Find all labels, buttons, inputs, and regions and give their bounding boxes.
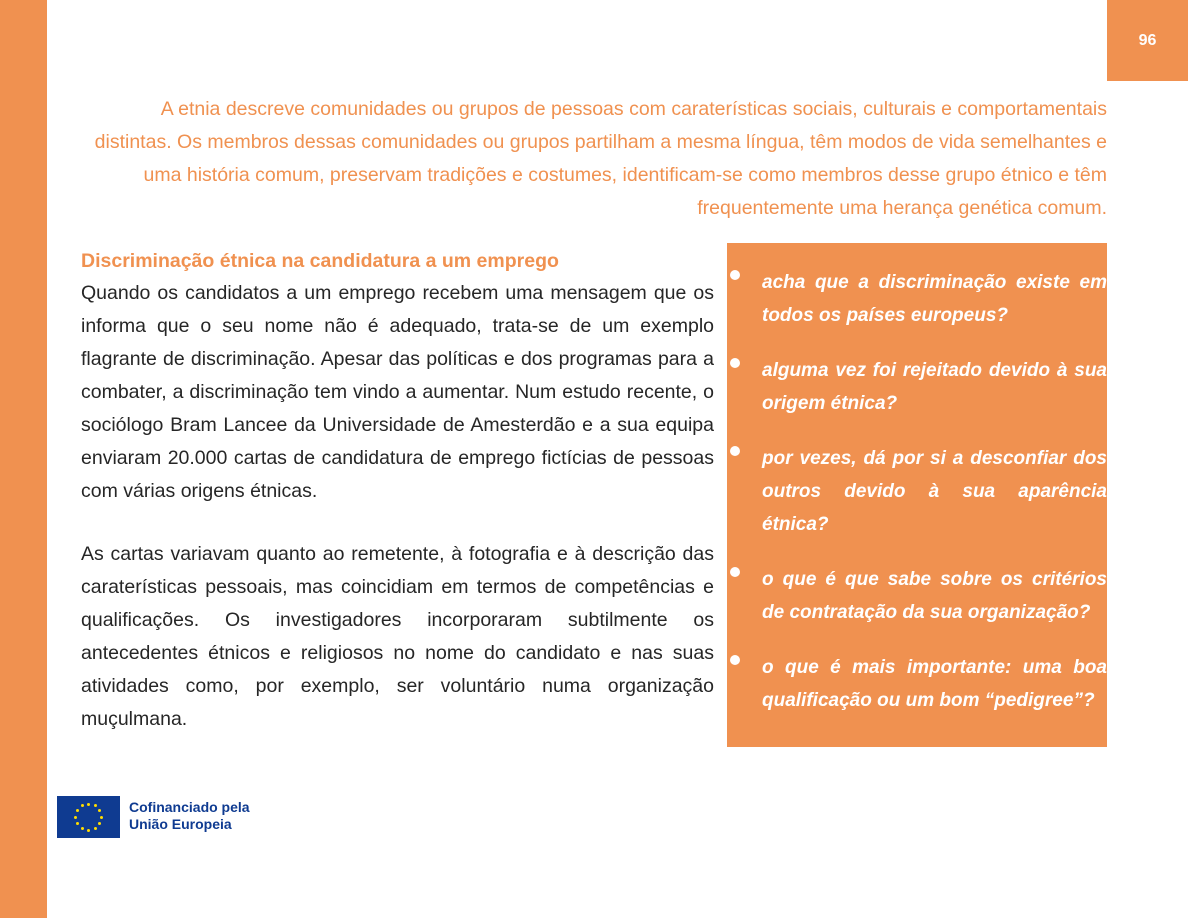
bullet-icon xyxy=(730,655,740,665)
question-text: acha que a discriminação existe em todos os países europeus? xyxy=(762,272,1107,326)
eu-star-icon xyxy=(81,827,84,830)
page-number: 96 xyxy=(1107,0,1188,81)
eu-star-icon xyxy=(76,809,79,812)
eu-star-icon xyxy=(87,803,90,806)
eu-star-icon xyxy=(98,822,101,825)
eu-label-line-1: Cofinanciado pela xyxy=(129,799,250,815)
question-text: o que é que sabe sobre os critérios de contratação da sua organização? xyxy=(762,569,1107,623)
bullet-icon xyxy=(730,446,740,456)
eu-flag-icon xyxy=(57,796,120,838)
eu-star-icon xyxy=(94,827,97,830)
body-paragraph-2: As cartas variavam quanto ao remetente, à fotografia e à descrição das caraterísticas pessoais, mas coincidiam em termos de competências e qualificações. Os investigadores incorporaram subtilmente os antecedentes étnicos e religiosos no nome do candidato e nas suas atividades como, por exemplo, ser voluntário numa organização muçulmana. xyxy=(81,543,714,730)
bullet-icon xyxy=(730,567,740,577)
intro-definition: A etnia descreve comunidades ou grupos de pessoas com caraterísticas sociais, culturais e comportamentais distintas. Os membros dessas comunidades ou grupos partilham a mesma língua, têm modos de vida semelhantes e uma história comum, preservam tradições e costumes, identificam-se como membros desse grupo étnico e têm frequentemente uma herança genética comum. xyxy=(94,98,1107,219)
body-paragraph-1: Quando os candidatos a um emprego recebem uma mensagem que os informa que o seu nome não é adequado, trata-se de um exemplo flagrante de discriminação. Apesar das políticas e dos programas para a combater, a discriminação tem vindo a aumentar. Num estudo recente, o sociólogo Bram Lancee da Universidade de Amesterdão e a sua equipa enviaram 20.000 cartas de candidatura de emprego fictícias de pessoas com várias origens étnicas. xyxy=(81,282,714,502)
bullet-icon xyxy=(730,358,740,368)
question-item xyxy=(727,266,1107,332)
eu-label-line-2: União Europeia xyxy=(129,816,232,832)
left-accent-bar xyxy=(0,0,47,918)
questions-list xyxy=(727,266,1107,739)
question-item xyxy=(727,563,1107,629)
section-heading: Discriminação étnica na candidatura a um emprego xyxy=(81,250,559,272)
eu-star-icon xyxy=(98,809,101,812)
eu-star-icon xyxy=(74,816,77,819)
question-text: por vezes, dá por si a desconfiar dos outros devido à sua aparência étnica? xyxy=(762,448,1107,535)
eu-star-icon xyxy=(94,804,97,807)
question-text: o que é mais importante: uma boa qualificação ou um bom “pedigree”? xyxy=(762,657,1107,711)
eu-star-icon xyxy=(76,822,79,825)
bullet-icon xyxy=(730,270,740,280)
question-item xyxy=(727,442,1107,541)
eu-cofunding-label xyxy=(129,799,250,833)
question-item xyxy=(727,354,1107,420)
question-item xyxy=(727,651,1107,717)
eu-star-icon xyxy=(87,829,90,832)
eu-star-icon xyxy=(81,804,84,807)
questions-box xyxy=(727,243,1107,747)
question-text: alguma vez foi rejeitado devido à sua origem étnica? xyxy=(762,360,1107,414)
eu-star-icon xyxy=(100,816,103,819)
